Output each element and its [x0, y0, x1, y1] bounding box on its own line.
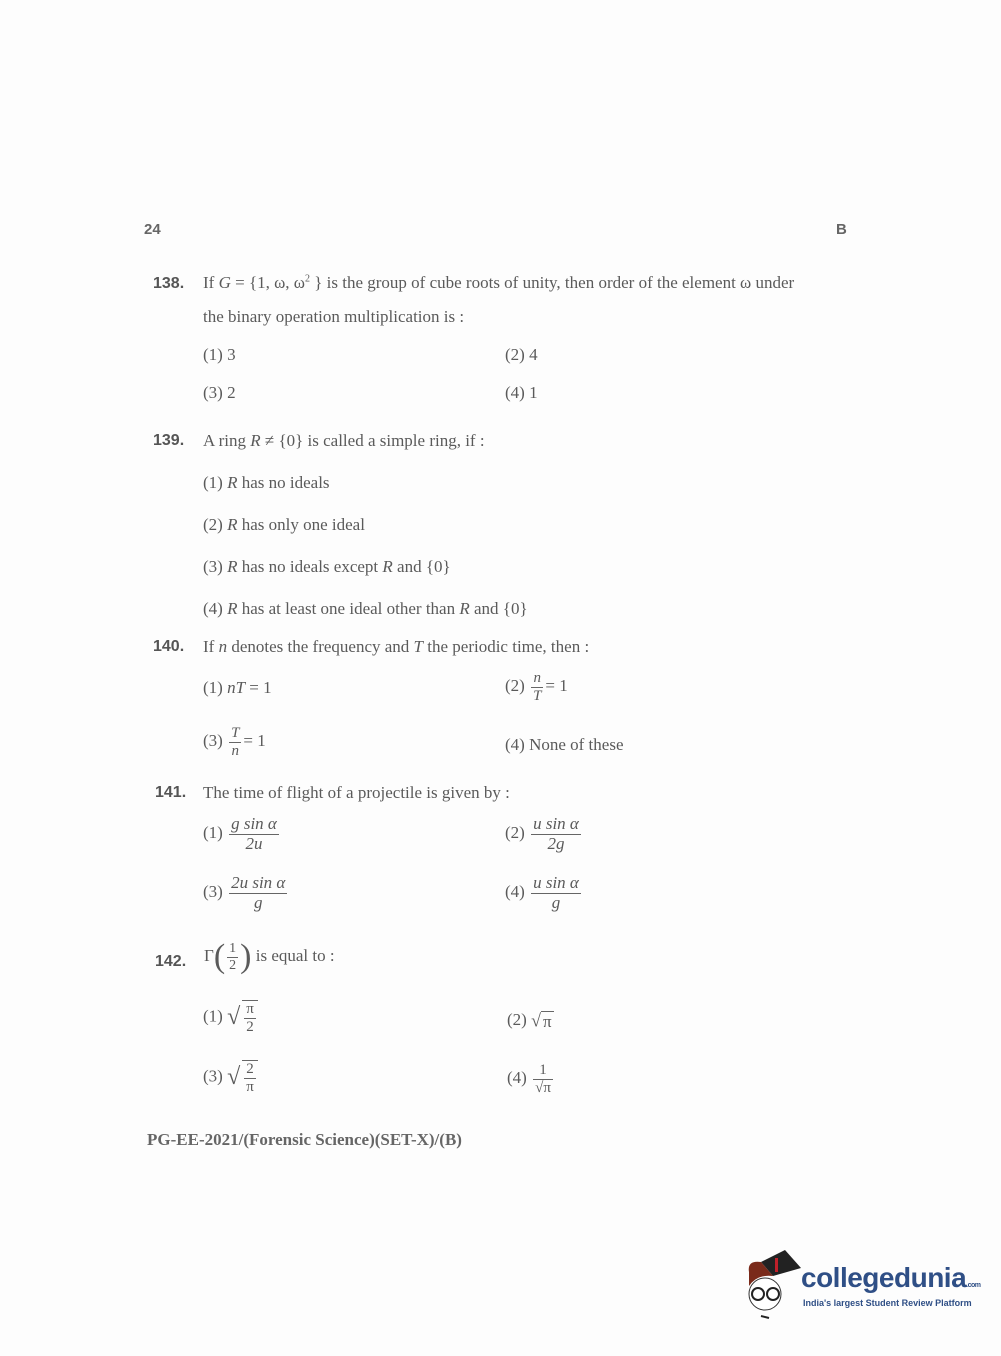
- question-text: If n denotes the frequency and T the periodic time, then :: [203, 637, 590, 656]
- question-text: Γ( $\frac{1}{2}$ ) is equal to :: [204, 938, 335, 975]
- option: (2) 4: [505, 345, 538, 364]
- option: (4) $\frac{\text{u sin α}}{g}$: [505, 873, 579, 912]
- question-number: 141.: [155, 784, 187, 801]
- option: (1) 3: [203, 345, 236, 364]
- question-number: 139.: [153, 432, 185, 449]
- option: (2) √ π: [507, 1010, 552, 1031]
- option: (3) $\frac{T}{n}$ = 1: [203, 725, 266, 759]
- question-text: A ring R ≠ {0} is called a simple ring, if :: [203, 431, 485, 450]
- option: (2) $\frac{\text{u sin α}}{2g}$: [505, 814, 579, 853]
- set-label: B: [836, 221, 847, 238]
- option: (1) $\frac{\text{g sin α}}{2u}$: [203, 814, 277, 853]
- option: (4) None of these: [505, 735, 624, 754]
- option: (3) 2: [203, 383, 236, 402]
- question-number: 142.: [155, 953, 187, 970]
- option: (3) √ $\frac{2}{\pi}$: [203, 1060, 260, 1095]
- page-number: 24: [144, 221, 161, 238]
- option: (1) nT = 1: [203, 678, 272, 697]
- option: (2) $\frac{n}{T}$ = 1: [505, 670, 568, 704]
- question-text: The time of flight of a projectile is given by :: [203, 783, 510, 802]
- question-number: 140.: [153, 638, 185, 655]
- question-text-line2: the binary operation multiplication is :: [203, 307, 465, 326]
- option: (3) R has no ideals except R and {0}: [203, 557, 451, 576]
- option: (1) R has no ideals: [203, 473, 330, 492]
- mascot-icon: [743, 1250, 803, 1320]
- option: (4) 1: [505, 383, 538, 402]
- footer-code: PG-EE-2021/(Forensic Science)(SET-X)/(B): [147, 1130, 462, 1149]
- option: (4) R has at least one ideal other than R and {0}: [203, 599, 528, 618]
- option: (3) $\frac{\text{2u sin α}}{g}$: [203, 873, 286, 912]
- option: (1) √ $\frac{\pi}{2}$: [203, 1000, 260, 1035]
- option: (4) $\frac{1}{√\pi}$: [507, 1062, 551, 1096]
- question-text: If G = {1, ω, $\omega^2$ } is the group of cube roots of unity, then order of the element ω under: [203, 273, 795, 292]
- collegedunia-logo: collegedunia.com India's largest Student Review Platform: [743, 1250, 968, 1320]
- option: (2) R has only one ideal: [203, 515, 365, 534]
- question-number: 138.: [153, 275, 185, 292]
